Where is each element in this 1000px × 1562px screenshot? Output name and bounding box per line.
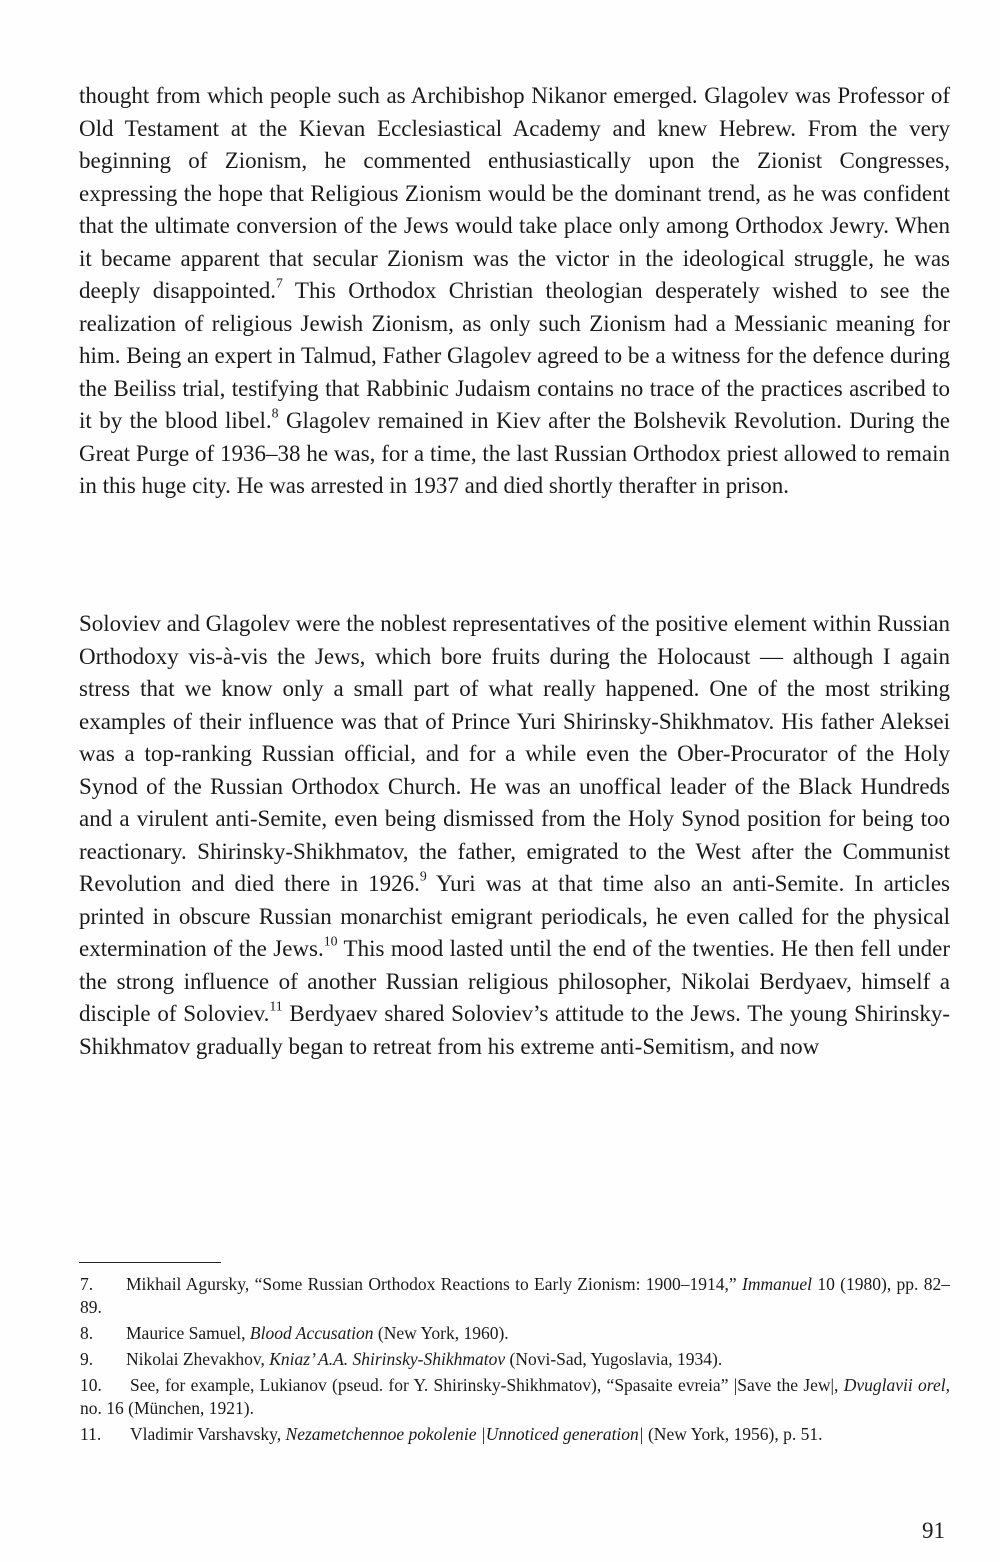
paragraph-text: This mood lasted until the end of the twenties. He then fell under the strong influence of another Russian religious philosopher, Nikolai Berdyaev, himself a disciple of Soloviev.: [79, 936, 950, 1026]
footnote-9: [80, 1348, 950, 1371]
paragraph-text: thought from which people such as Archibishop Nikanor emerged. Glagolev was Professor of Old Testament at the Kievan Ecclesiastical Academy and knew Hebrew. From the very beginning of Zionism, he commented enthusiastically upon the Zionist Congresses, expressing the hope that Religious Zionism would be the dominant trend, as he was confident that the ultimate conversion of the Jews would take place only among Orthodox Jewry. When it became apparent that secular Zionism was the victor in the ideological struggle, he was deeply disappointed.: [79, 83, 950, 303]
paragraph-text: Glagolev remained in Kiev after the Bolshevik Revolution. During the Great Purge of 1936–38 he was, for a time, the last Russian Orthodox priest allowed to remain in this huge city. He was arrested in 1937 and died shortly therafter in prison.: [79, 408, 950, 498]
page-number: 91: [922, 1518, 945, 1543]
footnote-10: [80, 1374, 950, 1420]
paragraph-text: Soloviev and Glagolev were the noblest representatives of the positive element within Russian Orthodoxy vis-à-vis the Jews, which bore fruits during the Holocaust — although I again stress that we know only a small part of what really happened. One of the most striking examples of their influence was that of Prince Yuri Shirinsky-Shikhmatov. His father Aleksei was a top-ranking Russian official, and for a while even the Ober-Procurator of the Holy Synod of the Russian Orthodox Church. He was an unoffical leader of the Black Hundreds and a virulent anti-Semite, even being dismissed from the Holy Synod position for being too reactionary. Shirinsky-Shikhmatov, the father, emigrated to the West after the Communist Revolution and died there in 1926.: [79, 611, 950, 896]
footnote-text: Nikolai Zhevakhov,: [126, 1349, 270, 1369]
footnote-number: 9.: [80, 1349, 94, 1369]
footnote-ref-11: 11: [269, 998, 283, 1014]
footnote-text: , no. 16 (München, 1921).: [80, 1375, 950, 1418]
footnote-title: Dvuglavii orel: [843, 1375, 946, 1395]
footnote-8: [80, 1322, 950, 1345]
paragraph-text: This Orthodox Christian theologian desperately wished to see the realization of religious Jewish Zionism, as only such Zionism had a Messianic meaning for him. Being an expert in Talmud, Father Glagolev agreed to be a witness for the defence during the Beiliss trial, testifying that Rabbinic Judaism contains no trace of the practices ascribed to it by the blood libel.: [79, 278, 950, 433]
body-paragraph-1: [79, 80, 950, 503]
footnote-7: [80, 1273, 950, 1319]
footnote-ref-8: 8: [271, 405, 279, 421]
footnote-text: (New York, 1956), p. 51.: [643, 1424, 823, 1444]
footnote-text: (Novi-Sad, Yugoslavia, 1934).: [505, 1349, 723, 1369]
paragraph-text: Berdyaev shared Soloviev’s attitude to the Jews. The young Shirinsky-Shikhmatov gradually began to retreat from his extreme anti-Semitism, and now: [79, 1001, 950, 1059]
footnote-title: Nezametchennoe pokolenie |Unnoticed generation|: [285, 1424, 644, 1444]
footnote-title: Kniaz’ A.A. Shirinsky-Shikhmatov: [269, 1349, 506, 1369]
footnote-ref-9: 9: [419, 868, 427, 884]
footnote-text: 10 (1980), pp. 82–89.: [80, 1274, 951, 1317]
footnote-number: 10.: [80, 1375, 102, 1395]
footnote-text: (New York, 1960).: [373, 1323, 509, 1343]
footnote-text: See, for example, Lukianov (pseud. for Y. Shirinsky-Shikhmatov), “Spasaite evreia” |Save the Jew|,: [130, 1375, 844, 1395]
footnote-text: Mikhail Agursky, “Some Russian Orthodox Reactions to Early Zionism: 1900–1914,”: [126, 1274, 743, 1294]
footnote-title: Blood Accusation: [249, 1323, 374, 1343]
footnote-title: Immanuel: [742, 1274, 813, 1294]
footnote-divider: [79, 1262, 221, 1263]
footnote-ref-10: 10: [323, 933, 338, 949]
footnote-ref-7: 7: [276, 275, 283, 291]
footnote-11: [80, 1423, 950, 1446]
footnote-number: 11.: [80, 1424, 102, 1444]
footnote-number: 7.: [80, 1274, 94, 1294]
paragraph-text: Yuri was at that time also an anti-Semite. In articles printed in obscure Russian monarchist emigrant periodicals, he even called for the physical extermination of the Jews.: [79, 871, 950, 961]
body-paragraph-2: [79, 608, 950, 1063]
footnote-text: Vladimir Varshavsky,: [130, 1424, 286, 1444]
footnote-text: Maurice Samuel,: [126, 1323, 250, 1343]
footnotes-section: [80, 1273, 950, 1449]
footnote-number: 8.: [80, 1323, 94, 1343]
